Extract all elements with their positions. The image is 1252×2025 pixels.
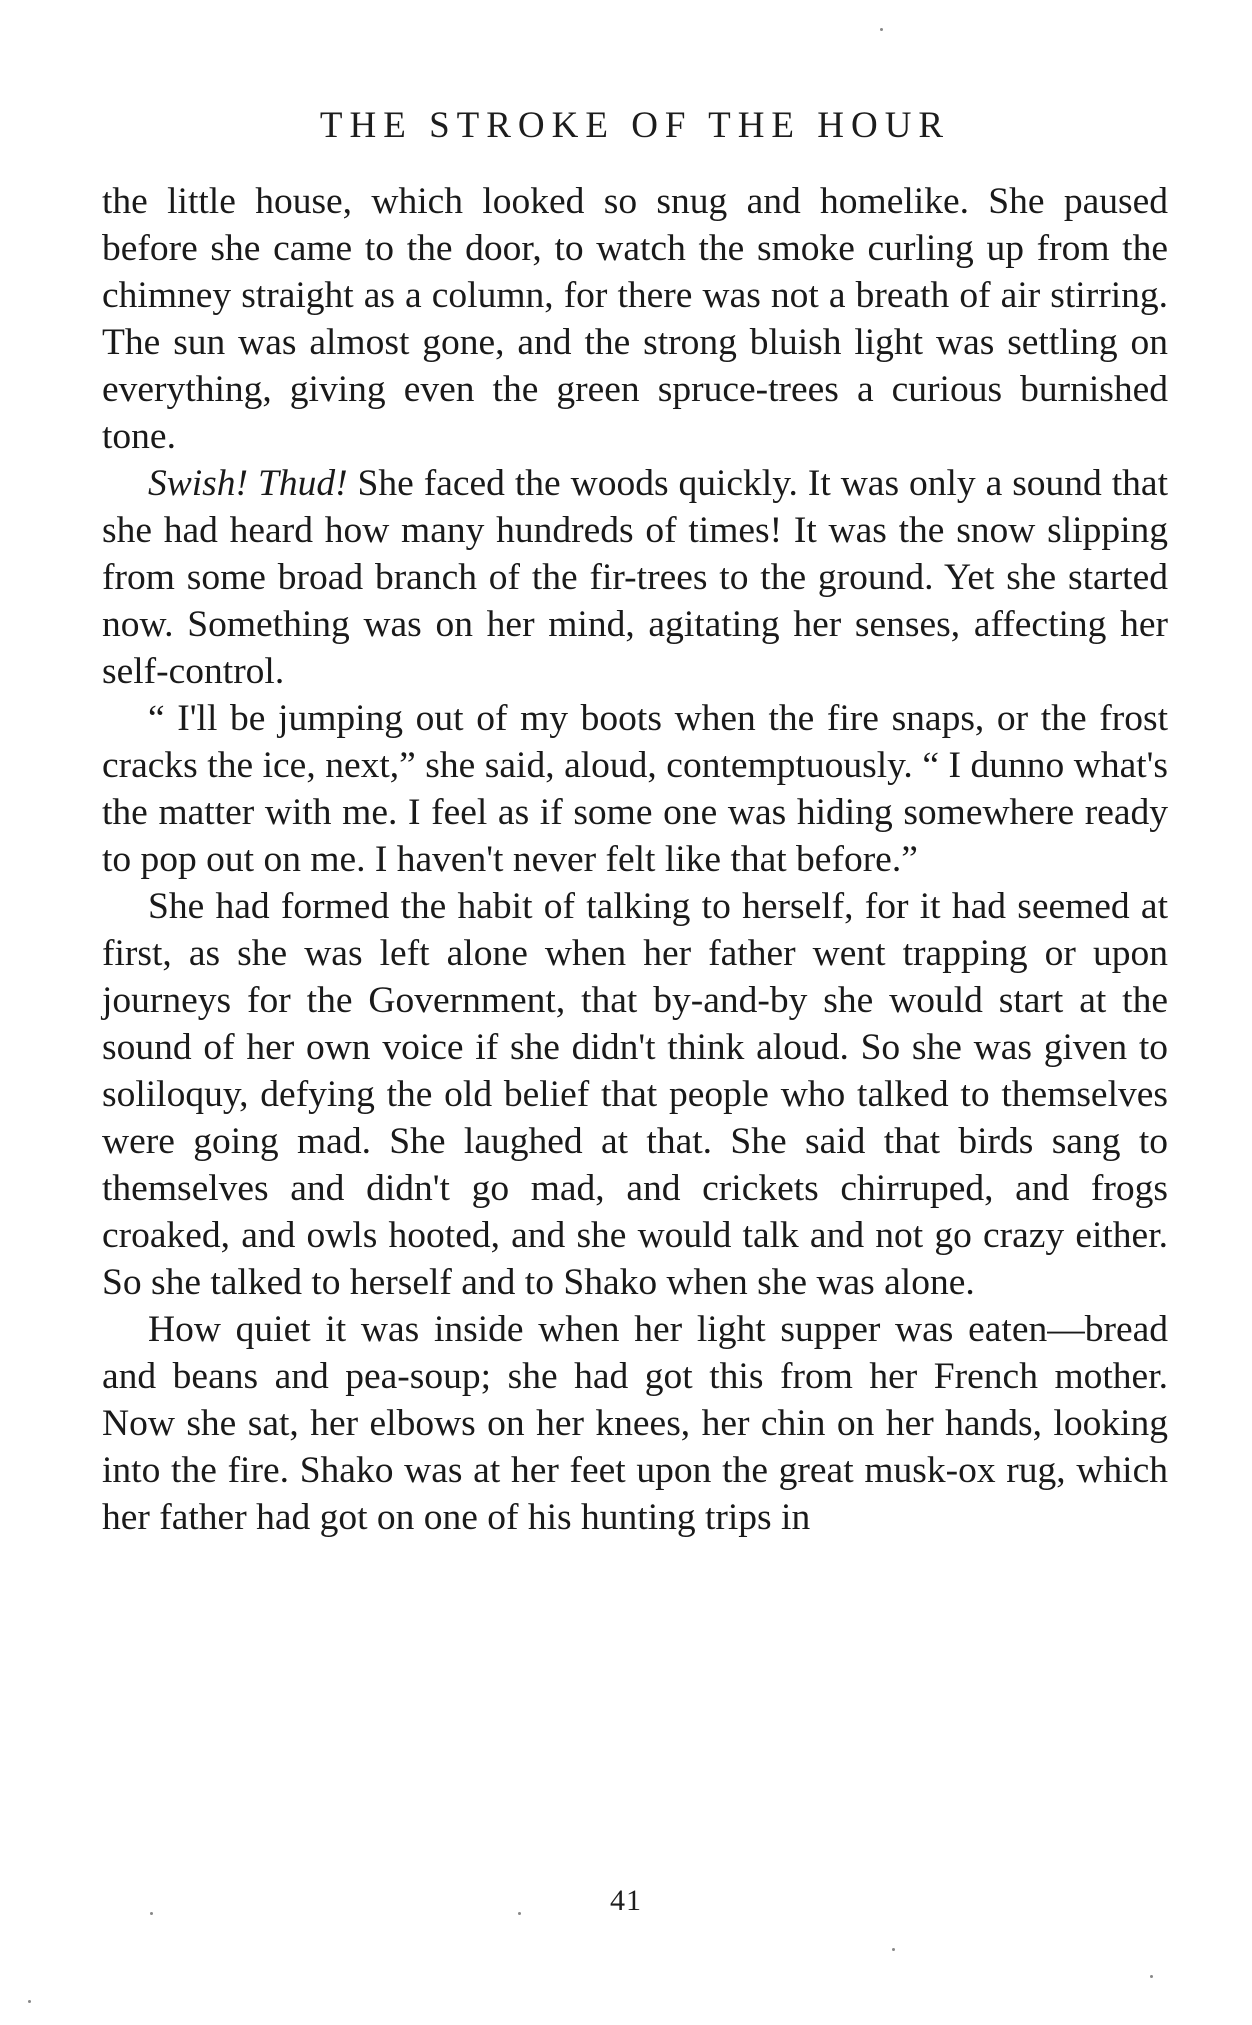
paragraph-4 <box>102 883 1168 1306</box>
paper-speck <box>518 1912 521 1915</box>
paragraph-text: the little house, which looked so snug and homelike. She paused before she came to the door, to watch the smoke curling up from the chimney straight as a column, for there was not a breath of air stirring. The sun was almost gone, and the strong bluish light was settling on everything, giving even the green spruce-trees a curious burnished tone. <box>102 181 1168 457</box>
paper-speck <box>1150 1975 1153 1978</box>
paper-speck <box>892 1948 895 1951</box>
paragraph-5 <box>102 1306 1168 1541</box>
paragraph-text: She had formed the habit of talking to herself, for it had seemed at first, as she was left alone when her father went trapping or upon journeys for the Government, that by-and-by she would start at the sound of her own voice if she didn't think aloud. So she was given to soliloquy, defying the old belief that people who talked to themselves were going mad. She laughed at that. She said that birds sang to themselves and didn't go mad, and crickets chirruped, and frogs croaked, and owls hooted, and she would talk and not go crazy either. So she talked to herself and to Shako when she was alone. <box>102 886 1168 1303</box>
paper-speck <box>28 2000 31 2003</box>
paper-speck <box>150 1912 153 1915</box>
paragraph-text: How quiet it was inside when her light supper was eaten—bread and beans and pea-soup; she had got this from her French mother. Now she sat, her elbows on her knees, her chin on her hands, looking into the fire. Shako was at her feet upon the great musk-ox rug, which her father had got on one of his hunting trips in <box>102 1309 1168 1538</box>
paper-speck <box>880 28 883 31</box>
paragraph-1 <box>102 178 1168 460</box>
book-page <box>102 96 1168 1541</box>
paragraph-text: She faced the woods quickly. It was only a sound that she had heard how many hundreds of times! It was the snow slipping from some broad branch of the fir-trees to the ground. Yet she started now. Something was on her mind, agitating her senses, affecting her self-control. <box>102 463 1168 692</box>
paragraph-3 <box>102 695 1168 883</box>
italic-exclamation: Swish! Thud! <box>148 463 348 504</box>
running-head: THE STROKE OF THE HOUR <box>319 105 951 146</box>
paragraph-text: “ I'll be jumping out of my boots when the fire snaps, or the frost cracks the ice, next,” she said, aloud, contemptuously. “ I dunno what's the matter with me. I feel as if some one was hiding somewhere ready to pop out on me. I haven't never felt like that before.” <box>102 698 1168 880</box>
page-number: 41 <box>610 1884 642 1917</box>
paragraph-2 <box>102 460 1168 695</box>
